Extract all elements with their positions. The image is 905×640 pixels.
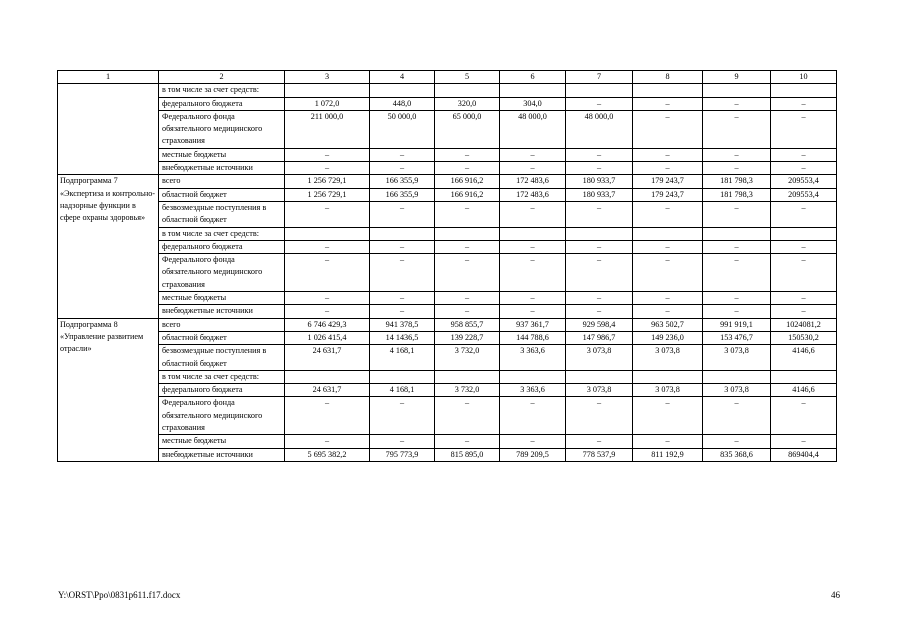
- amount-cell: [703, 84, 771, 97]
- amount-cell: 65 000,0: [435, 110, 500, 148]
- table-row: [58, 448, 837, 461]
- amount-cell: –: [285, 201, 370, 227]
- amount-cell: 869404,4: [771, 448, 837, 461]
- header-cell: 10: [771, 71, 837, 84]
- amount-cell: –: [370, 201, 435, 227]
- amount-cell: 3 073,8: [703, 384, 771, 397]
- amount-cell: 48 000,0: [500, 110, 566, 148]
- amount-cell: –: [771, 97, 837, 110]
- amount-cell: –: [285, 162, 370, 175]
- amount-cell: –: [566, 397, 633, 435]
- amount-cell: –: [703, 162, 771, 175]
- amount-cell: [633, 84, 703, 97]
- amount-cell: –: [771, 162, 837, 175]
- amount-cell: –: [633, 201, 703, 227]
- amount-cell: 958 855,7: [435, 318, 500, 331]
- table-row: [58, 240, 837, 253]
- amount-cell: [500, 227, 566, 240]
- amount-cell: 3 363,6: [500, 384, 566, 397]
- amount-cell: –: [435, 397, 500, 435]
- header-cell: 1: [58, 71, 159, 84]
- funding-source-cell: всего: [159, 318, 285, 331]
- header-cell: 5: [435, 71, 500, 84]
- header-cell: 2: [159, 71, 285, 84]
- table-header-row: [58, 71, 837, 84]
- funding-source-cell: в том числе за счет средств:: [159, 84, 285, 97]
- amount-cell: –: [633, 162, 703, 175]
- amount-cell: –: [370, 162, 435, 175]
- amount-cell: –: [500, 240, 566, 253]
- table-row: [58, 188, 837, 201]
- funding-source-cell: в том числе за счет средств:: [159, 227, 285, 240]
- amount-cell: 320,0: [435, 97, 500, 110]
- amount-cell: [500, 370, 566, 383]
- amount-cell: –: [566, 240, 633, 253]
- funding-source-cell: федерального бюджета: [159, 97, 285, 110]
- amount-cell: –: [500, 254, 566, 292]
- amount-cell: 811 192,9: [633, 448, 703, 461]
- amount-cell: 166 916,2: [435, 175, 500, 188]
- amount-cell: [370, 227, 435, 240]
- amount-cell: 179 243,7: [633, 188, 703, 201]
- amount-cell: –: [285, 292, 370, 305]
- amount-cell: –: [370, 292, 435, 305]
- header-cell: 8: [633, 71, 703, 84]
- amount-cell: 795 773,9: [370, 448, 435, 461]
- amount-cell: –: [285, 435, 370, 448]
- amount-cell: –: [500, 292, 566, 305]
- table-row: [58, 148, 837, 161]
- amount-cell: [370, 84, 435, 97]
- amount-cell: –: [633, 110, 703, 148]
- header-cell: 6: [500, 71, 566, 84]
- table-row: [58, 201, 837, 227]
- table-row: [58, 254, 837, 292]
- amount-cell: [703, 227, 771, 240]
- amount-cell: –: [633, 148, 703, 161]
- amount-cell: 24 631,7: [285, 345, 370, 371]
- amount-cell: 4146,6: [771, 345, 837, 371]
- amount-cell: 166 355,9: [370, 188, 435, 201]
- amount-cell: [566, 370, 633, 383]
- funding-source-cell: внебюджетные источники: [159, 305, 285, 318]
- funding-source-cell: безвозмездные поступления в областной бюджет: [159, 345, 285, 371]
- amount-cell: –: [285, 254, 370, 292]
- amount-cell: –: [703, 240, 771, 253]
- table-row: [58, 435, 837, 448]
- table-row: [58, 175, 837, 188]
- program-name-cell: Подпрограмма 7 «Экспертиза и контрольно-надзорные функции в сфере охраны здоровья»: [58, 175, 159, 318]
- amount-cell: 789 209,5: [500, 448, 566, 461]
- table-row: [58, 397, 837, 435]
- amount-cell: 209553,4: [771, 188, 837, 201]
- amount-cell: –: [566, 97, 633, 110]
- budget-table: [57, 70, 837, 462]
- amount-cell: –: [435, 254, 500, 292]
- amount-cell: –: [435, 305, 500, 318]
- amount-cell: –: [703, 435, 771, 448]
- funding-source-cell: местные бюджеты: [159, 148, 285, 161]
- amount-cell: –: [771, 148, 837, 161]
- amount-cell: –: [500, 201, 566, 227]
- amount-cell: 1 072,0: [285, 97, 370, 110]
- amount-cell: –: [285, 240, 370, 253]
- table-row: [58, 162, 837, 175]
- amount-cell: –: [370, 305, 435, 318]
- amount-cell: 48 000,0: [566, 110, 633, 148]
- table-row: [58, 331, 837, 344]
- table-row: [58, 384, 837, 397]
- amount-cell: –: [703, 397, 771, 435]
- header-cell: 3: [285, 71, 370, 84]
- amount-cell: –: [703, 254, 771, 292]
- amount-cell: –: [771, 435, 837, 448]
- amount-cell: –: [285, 305, 370, 318]
- amount-cell: 835 368,6: [703, 448, 771, 461]
- amount-cell: 211 000,0: [285, 110, 370, 148]
- amount-cell: –: [435, 240, 500, 253]
- amount-cell: –: [703, 110, 771, 148]
- amount-cell: –: [771, 397, 837, 435]
- amount-cell: –: [370, 254, 435, 292]
- amount-cell: 166 916,2: [435, 188, 500, 201]
- amount-cell: 166 355,9: [370, 175, 435, 188]
- amount-cell: 209553,4: [771, 175, 837, 188]
- amount-cell: –: [566, 254, 633, 292]
- amount-cell: –: [633, 254, 703, 292]
- amount-cell: 778 537,9: [566, 448, 633, 461]
- amount-cell: –: [771, 110, 837, 148]
- table-row: [58, 318, 837, 331]
- program-name-cell: Подпрограмма 8 «Управление развитием отрасли»: [58, 318, 159, 461]
- amount-cell: 3 073,8: [633, 345, 703, 371]
- amount-cell: 941 378,5: [370, 318, 435, 331]
- amount-cell: [435, 370, 500, 383]
- amount-cell: [285, 84, 370, 97]
- table-row: [58, 84, 837, 97]
- amount-cell: 181 798,3: [703, 175, 771, 188]
- amount-cell: 4 168,1: [370, 345, 435, 371]
- amount-cell: –: [285, 397, 370, 435]
- amount-cell: [285, 227, 370, 240]
- amount-cell: –: [435, 292, 500, 305]
- amount-cell: 139 228,7: [435, 331, 500, 344]
- amount-cell: –: [566, 305, 633, 318]
- amount-cell: –: [370, 435, 435, 448]
- amount-cell: 147 986,7: [566, 331, 633, 344]
- amount-cell: 3 363,6: [500, 345, 566, 371]
- funding-source-cell: федерального бюджета: [159, 384, 285, 397]
- amount-cell: –: [771, 305, 837, 318]
- funding-source-cell: Федерального фонда обязательного медицинского страхования: [159, 397, 285, 435]
- amount-cell: 172 483,6: [500, 188, 566, 201]
- amount-cell: –: [703, 305, 771, 318]
- amount-cell: –: [370, 240, 435, 253]
- amount-cell: [771, 84, 837, 97]
- amount-cell: 172 483,6: [500, 175, 566, 188]
- amount-cell: 3 073,8: [566, 384, 633, 397]
- amount-cell: 448,0: [370, 97, 435, 110]
- amount-cell: [370, 370, 435, 383]
- amount-cell: 937 361,7: [500, 318, 566, 331]
- amount-cell: 179 243,7: [633, 175, 703, 188]
- amount-cell: –: [500, 148, 566, 161]
- amount-cell: 1 256 729,1: [285, 175, 370, 188]
- amount-cell: 3 073,8: [566, 345, 633, 371]
- header-cell: 9: [703, 71, 771, 84]
- amount-cell: 4 168,1: [370, 384, 435, 397]
- amount-cell: 144 788,6: [500, 331, 566, 344]
- funding-source-cell: в том числе за счет средств:: [159, 370, 285, 383]
- amount-cell: [703, 370, 771, 383]
- amount-cell: –: [370, 148, 435, 161]
- amount-cell: 6 746 429,3: [285, 318, 370, 331]
- amount-cell: 3 073,8: [633, 384, 703, 397]
- amount-cell: 3 732,0: [435, 384, 500, 397]
- amount-cell: –: [633, 397, 703, 435]
- amount-cell: –: [703, 148, 771, 161]
- amount-cell: –: [771, 254, 837, 292]
- table-row: [58, 292, 837, 305]
- funding-source-cell: Федерального фонда обязательного медицинского страхования: [159, 110, 285, 148]
- amount-cell: 150530,2: [771, 331, 837, 344]
- amount-cell: –: [566, 201, 633, 227]
- amount-cell: –: [771, 240, 837, 253]
- amount-cell: [435, 84, 500, 97]
- amount-cell: –: [500, 397, 566, 435]
- amount-cell: –: [435, 435, 500, 448]
- amount-cell: 815 895,0: [435, 448, 500, 461]
- amount-cell: 180 933,7: [566, 188, 633, 201]
- amount-cell: [435, 227, 500, 240]
- amount-cell: 304,0: [500, 97, 566, 110]
- amount-cell: –: [435, 201, 500, 227]
- amount-cell: –: [633, 305, 703, 318]
- amount-cell: –: [633, 240, 703, 253]
- funding-source-cell: местные бюджеты: [159, 435, 285, 448]
- amount-cell: 3 073,8: [703, 345, 771, 371]
- amount-cell: –: [435, 162, 500, 175]
- amount-cell: –: [500, 435, 566, 448]
- funding-source-cell: федерального бюджета: [159, 240, 285, 253]
- funding-source-cell: всего: [159, 175, 285, 188]
- funding-source-cell: местные бюджеты: [159, 292, 285, 305]
- funding-source-cell: областной бюджет: [159, 188, 285, 201]
- amount-cell: 149 236,0: [633, 331, 703, 344]
- footer-page-number: 46: [831, 590, 840, 600]
- header-cell: 7: [566, 71, 633, 84]
- amount-cell: –: [566, 162, 633, 175]
- program-name-cell: [58, 84, 159, 175]
- amount-cell: 4146,6: [771, 384, 837, 397]
- table-row: [58, 97, 837, 110]
- funding-source-cell: внебюджетные источники: [159, 448, 285, 461]
- amount-cell: 24 631,7: [285, 384, 370, 397]
- amount-cell: 14 1436,5: [370, 331, 435, 344]
- amount-cell: –: [771, 201, 837, 227]
- amount-cell: [771, 227, 837, 240]
- table-row: [58, 110, 837, 148]
- amount-cell: 181 798,3: [703, 188, 771, 201]
- table-row: [58, 370, 837, 383]
- amount-cell: [633, 227, 703, 240]
- amount-cell: 153 476,7: [703, 331, 771, 344]
- table-row: [58, 305, 837, 318]
- funding-source-cell: внебюджетные источники: [159, 162, 285, 175]
- amount-cell: 180 933,7: [566, 175, 633, 188]
- table-row: [58, 227, 837, 240]
- amount-cell: –: [771, 292, 837, 305]
- amount-cell: 1 256 729,1: [285, 188, 370, 201]
- amount-cell: –: [633, 435, 703, 448]
- amount-cell: 3 732,0: [435, 345, 500, 371]
- amount-cell: –: [435, 148, 500, 161]
- amount-cell: 963 502,7: [633, 318, 703, 331]
- footer-file-path: Y:\ORST\Ppo\0831p611.f17.docx: [58, 590, 181, 600]
- amount-cell: –: [633, 97, 703, 110]
- amount-cell: [771, 370, 837, 383]
- amount-cell: 1 026 415,4: [285, 331, 370, 344]
- header-cell: 4: [370, 71, 435, 84]
- amount-cell: 991 919,1: [703, 318, 771, 331]
- amount-cell: –: [500, 162, 566, 175]
- amount-cell: 929 598,4: [566, 318, 633, 331]
- amount-cell: –: [703, 292, 771, 305]
- amount-cell: –: [566, 148, 633, 161]
- amount-cell: –: [566, 435, 633, 448]
- table-row: [58, 345, 837, 371]
- funding-source-cell: Федерального фонда обязательного медицинского страхования: [159, 254, 285, 292]
- amount-cell: [566, 227, 633, 240]
- amount-cell: –: [703, 201, 771, 227]
- amount-cell: –: [285, 148, 370, 161]
- amount-cell: –: [500, 305, 566, 318]
- funding-source-cell: безвозмездные поступления в областной бюджет: [159, 201, 285, 227]
- funding-source-cell: областной бюджет: [159, 331, 285, 344]
- amount-cell: –: [703, 97, 771, 110]
- amount-cell: [285, 370, 370, 383]
- amount-cell: –: [370, 397, 435, 435]
- amount-cell: [566, 84, 633, 97]
- amount-cell: –: [566, 292, 633, 305]
- amount-cell: –: [633, 292, 703, 305]
- amount-cell: 50 000,0: [370, 110, 435, 148]
- amount-cell: 5 695 382,2: [285, 448, 370, 461]
- amount-cell: 1024081,2: [771, 318, 837, 331]
- amount-cell: [500, 84, 566, 97]
- amount-cell: [633, 370, 703, 383]
